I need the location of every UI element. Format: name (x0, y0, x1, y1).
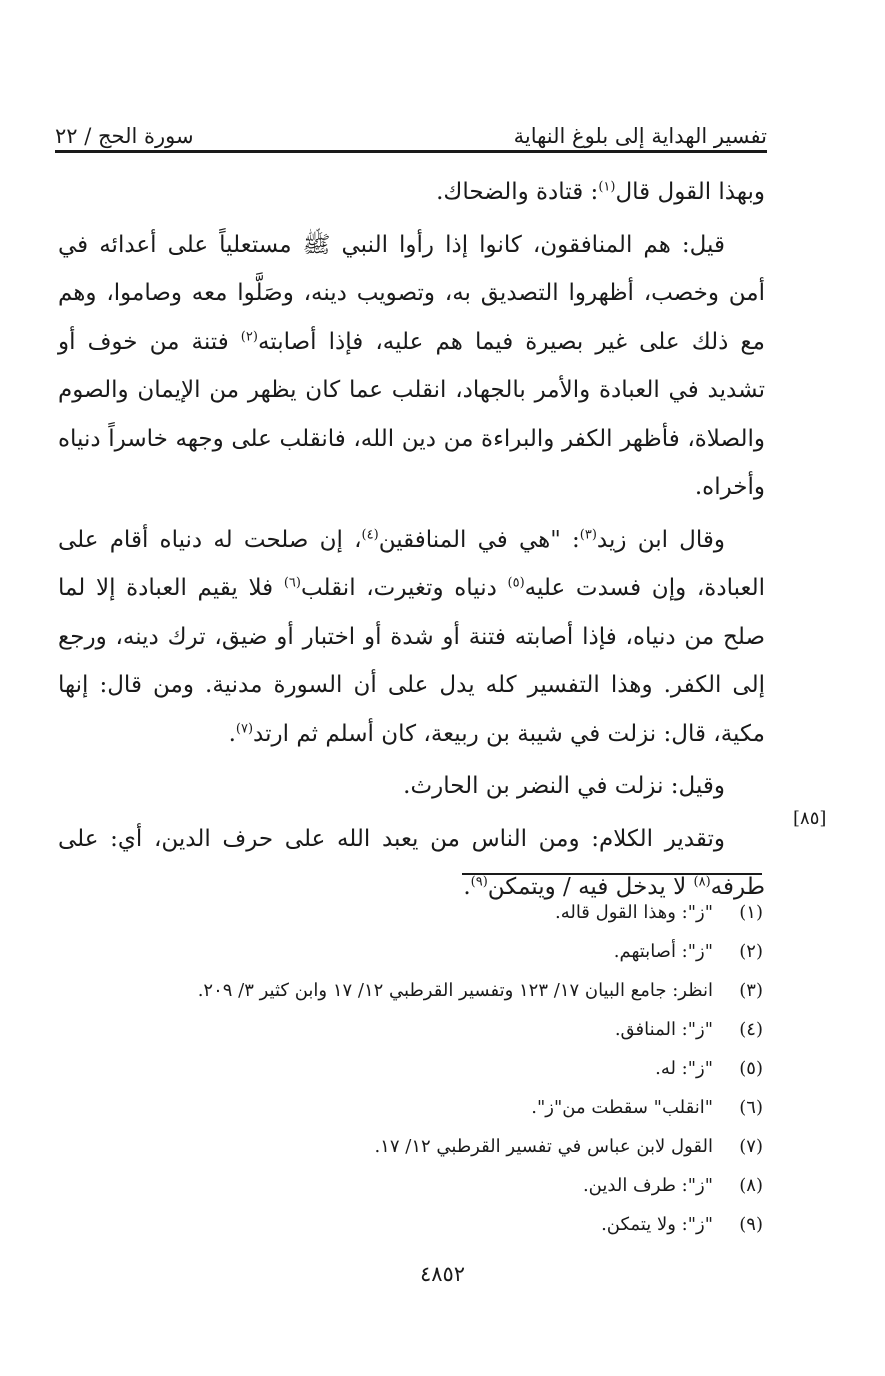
footnote-ref: (٢) (240, 328, 258, 344)
footnote-ref: (١) (598, 179, 616, 195)
footnotes (100, 893, 763, 1244)
paragraph-2: قيل: هم المنافقون، كانوا إذا رأوا النبي ﷺ مستعلياً على أعدائه في أمن وخصب، أظهروا التصديق به، وتصويب دينه، وصَلَّوا معه وصاموا، وهم مع ذلك على غير بصيرة فيما هم عليه، فإذا أصابته$^{(٢)}$ فتنة من خوف أو تشديد في العبادة والأمر بالجهاد، انقلب عما كان يظهر من الإيمان والصوم والصلاة، فأظهر الكفر والبراءة من دين الله، فانقلب على وجهه خاسراً دنياه وأخراه. (58, 231, 765, 500)
paragraph-4: وقيل: نزلت في النضر بن الحارث. (403, 773, 725, 799)
footnote-item: (٣) انظر: جامع البيان ١٧/ ١٢٣ وتفسير القرطبي ١٢/ ١٧ وابن كثير ٣/ ٢٠٩. (197, 980, 763, 1001)
book-title: تفسير الهداية إلى بلوغ النهاية (513, 124, 767, 148)
footnote-ref: (٩) (470, 874, 488, 890)
footnote-item: (٦) "انقلب" سقطت من"ز". (531, 1097, 763, 1118)
footnote-ref: (٤) (361, 526, 379, 542)
footnote-item: (٩) "ز": ولا يتمكن. (601, 1214, 763, 1235)
footnote-ref: (٨) (693, 874, 711, 890)
surah-label: سورة الحج / ٢٢ (55, 124, 194, 148)
footnote-item: (٤) "ز": المنافق. (614, 1019, 763, 1040)
manuscript-folio-note: [٨٥] (793, 808, 827, 829)
footnote-item: (٥) "ز": له. (655, 1058, 763, 1079)
page-number: ٤٨٥٢ (419, 1262, 466, 1286)
footnote-item: (٢) "ز": أصابتهم. (613, 941, 763, 962)
footnote-ref: (٣) (579, 526, 597, 542)
footnote-item: (١) "ز": وهذا القول قاله. (554, 902, 763, 923)
paragraph-1: وبهذا القول قال$^{(١)}$: قتادة والضحاك. (436, 179, 765, 205)
paragraph-5: وتقدير الكلام: ومن الناس من يعبد الله على حرف الدين، أي: على طرفه$^{(٨)}$ لا يدخل فيه / ويتمكن$^{(٩)}$. (58, 825, 765, 900)
footnote-item: (٧) القول لابن عباس في تفسير القرطبي ١٢/ ١٧. (374, 1136, 763, 1157)
main-text (58, 168, 765, 912)
header-rule (55, 150, 767, 153)
footnote-ref: (٥) (507, 575, 525, 591)
running-header (55, 108, 767, 148)
footnote-ref: (٦) (283, 575, 301, 591)
footnote-ref: (٧) (235, 720, 254, 736)
paragraph-3: وقال ابن زيد$^{(٣)}$: "هي في المنافقين$^{(٤)}$، إن صلحت له دنياه أقام على العبادة، وإن فسدت عليه$^{(٥)}$ دنياه وتغيرت، انقلب$^{(٦)}$ فلا يقيم العبادة إلا لما صلح من دنياه، فإذا أصابته فتنة أو شدة أو اختبار أو ضيق، ترك دينه، ورجع إلى الكفر. وهذا التفسير كله يدل على أن السورة مدنية. ومن قال: إنها مكية، قال: نزلت في شيبة بن ربيعة، كان أسلم ثم ارتد$^{(٧)}$. (58, 526, 766, 747)
footnote-item: (٨) "ز": طرف الدين. (582, 1175, 763, 1196)
footnote-rule (462, 873, 762, 875)
